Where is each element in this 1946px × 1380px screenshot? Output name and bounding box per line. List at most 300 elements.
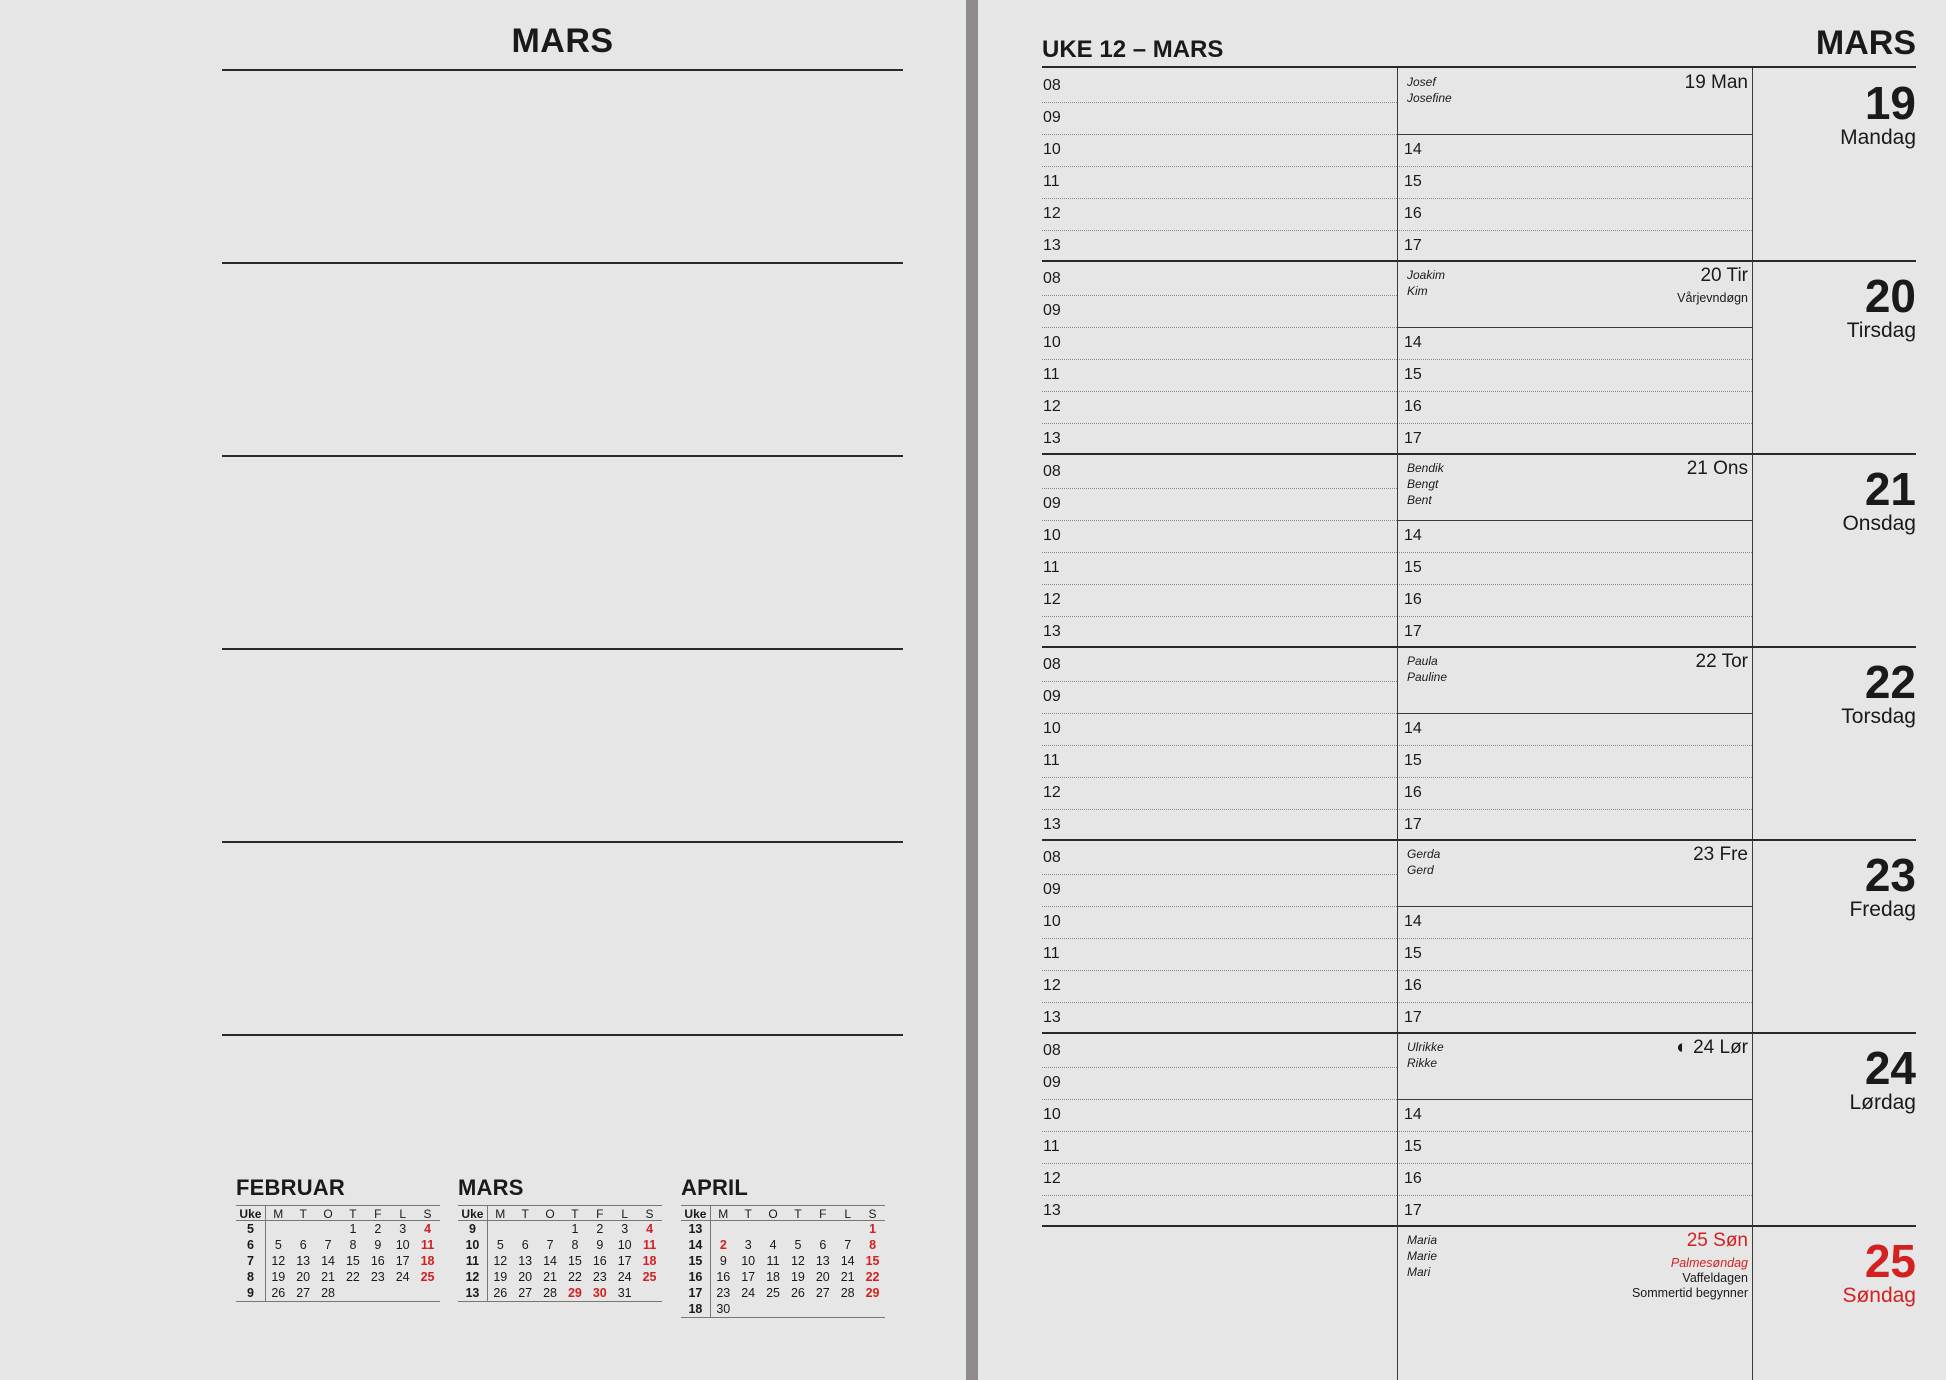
mini-calendar-header <box>458 1205 662 1221</box>
week-number: 6 <box>236 1237 266 1253</box>
calendar-day: 28 <box>321 1286 335 1300</box>
day-number: 20 <box>1864 270 1916 322</box>
calendar-day: 17 <box>617 1254 632 1268</box>
column-divider <box>1397 840 1398 1033</box>
calendar-day <box>835 1301 860 1317</box>
name-day: Josefine <box>1407 91 1452 105</box>
week-number: 14 <box>681 1237 711 1253</box>
weekday-header: Uke <box>458 1206 488 1220</box>
hour-label: 15 <box>1404 945 1422 962</box>
hour-label: 09 <box>1043 1074 1061 1091</box>
week-number: 13 <box>681 1221 711 1237</box>
column-divider <box>1397 261 1398 454</box>
calendar-day: 24 <box>741 1286 756 1300</box>
week-number: 12 <box>458 1269 488 1285</box>
column-divider <box>1397 647 1398 840</box>
hour-dotted-line <box>1397 1195 1752 1196</box>
hour-label: 08 <box>1043 1042 1061 1059</box>
hour-dotted-line <box>1397 391 1752 392</box>
mini-calendar-week-row <box>681 1285 885 1301</box>
hour-dotted-line <box>1042 134 1397 135</box>
hour-label: 16 <box>1404 591 1422 608</box>
hour-label: 10 <box>1043 1106 1061 1123</box>
hour-dotted-line <box>1397 359 1752 360</box>
calendar-day: 17 <box>395 1254 410 1268</box>
calendar-day: 7 <box>546 1238 554 1252</box>
day-number: 23 <box>1864 849 1916 901</box>
hour-dotted-line <box>1042 102 1397 103</box>
note-line <box>222 69 903 71</box>
name-day-list <box>1407 1039 1444 1071</box>
day-number: 24 <box>1864 1042 1916 1094</box>
calendar-day <box>810 1221 835 1237</box>
week-number: 18 <box>681 1301 711 1317</box>
hour-label: 12 <box>1043 398 1061 415</box>
mini-calendar-bottom-rule <box>236 1301 440 1303</box>
weekday-header: O <box>768 1207 778 1221</box>
notes-page <box>0 0 966 1380</box>
calendar-day <box>736 1301 761 1317</box>
hour-label: 17 <box>1404 623 1422 640</box>
column-divider <box>1752 454 1753 647</box>
calendar-day: 2 <box>596 1222 604 1236</box>
mini-calendar-bottom-rule <box>458 1301 662 1303</box>
calendar-day: 15 <box>345 1254 360 1268</box>
hour-label: 14 <box>1404 1106 1422 1123</box>
calendar-day: 13 <box>815 1254 830 1268</box>
calendar-day: 12 <box>271 1254 286 1268</box>
note-line <box>222 648 903 650</box>
hour-label: 14 <box>1404 334 1422 351</box>
day-observances <box>1632 1256 1748 1301</box>
day-block <box>1042 1033 1916 1226</box>
weekday-header: S <box>645 1207 654 1221</box>
hour-label: 10 <box>1043 913 1061 930</box>
calendar-day: 3 <box>399 1222 407 1236</box>
calendar-day: 13 <box>518 1254 533 1268</box>
mini-calendar-title: FEBRUAR <box>236 1175 345 1200</box>
calendar-day: 25 <box>766 1286 780 1300</box>
calendar-day: 3 <box>744 1238 752 1252</box>
calendar-day <box>415 1285 440 1301</box>
hour-label: 11 <box>1043 366 1060 383</box>
calendar-day: 22 <box>345 1270 360 1284</box>
hour-dotted-line <box>1397 616 1752 617</box>
mini-calendar-week-row <box>236 1253 440 1269</box>
hour-label: 11 <box>1043 173 1060 190</box>
calendar-day: 12 <box>493 1254 508 1268</box>
weekday-header: M <box>495 1207 506 1221</box>
holiday-label: Palmesøndag <box>1670 1256 1748 1270</box>
calendar-day <box>761 1221 786 1237</box>
hour-label: 09 <box>1043 688 1061 705</box>
hour-label: 14 <box>1404 141 1422 158</box>
names-box-rule <box>1397 906 1752 907</box>
hour-dotted-line <box>1042 552 1397 553</box>
calendar-day <box>785 1301 810 1317</box>
calendar-day: 8 <box>571 1238 579 1252</box>
calendar-day: 4 <box>424 1222 432 1236</box>
day-block <box>1042 454 1916 647</box>
day-tag: ◐ 24 Lør <box>1676 1037 1748 1058</box>
weekday-name: Fredag <box>1849 898 1916 921</box>
calendar-day: 21 <box>840 1270 855 1284</box>
name-day: Bendik <box>1407 461 1444 475</box>
weekday-header: M <box>718 1207 729 1221</box>
hour-dotted-line <box>1397 230 1752 231</box>
observance-label: Sommertid begynner <box>1631 1286 1748 1300</box>
calendar-day: 22 <box>865 1270 880 1284</box>
mini-calendar-week-row <box>681 1237 885 1253</box>
hour-dotted-line <box>1397 423 1752 424</box>
calendar-day: 24 <box>395 1270 410 1284</box>
mini-calendar-week-row <box>236 1237 440 1253</box>
weekday-header: Uke <box>681 1206 711 1220</box>
name-day: Maria <box>1407 1233 1438 1247</box>
mini-calendar-week-row <box>458 1269 662 1285</box>
hour-label: 09 <box>1043 495 1061 512</box>
names-box-rule <box>1397 713 1752 714</box>
calendar-day: 11 <box>766 1254 780 1268</box>
name-day: Kim <box>1407 284 1428 298</box>
calendar-day: 6 <box>299 1238 307 1252</box>
weekday-header: F <box>374 1207 382 1221</box>
calendar-day: 25 <box>420 1270 435 1284</box>
weekday-header: T <box>571 1207 579 1221</box>
calendar-day: 18 <box>766 1270 780 1284</box>
calendar-day: 22 <box>567 1270 582 1284</box>
hour-label: 17 <box>1404 1009 1422 1026</box>
day-number: 25 <box>1864 1235 1916 1287</box>
calendar-day: 4 <box>769 1238 777 1252</box>
mini-calendar-week-row <box>236 1269 440 1285</box>
calendar-day: 5 <box>794 1238 802 1252</box>
day-observances <box>1677 291 1748 306</box>
note-line <box>222 455 903 457</box>
column-divider <box>1397 454 1398 647</box>
hour-label: 15 <box>1404 173 1422 190</box>
name-day-list <box>1407 846 1440 878</box>
hour-label: 16 <box>1404 205 1422 222</box>
calendar-day: 28 <box>543 1286 557 1300</box>
hour-label: 08 <box>1043 849 1061 866</box>
calendar-day: 1 <box>349 1222 357 1236</box>
calendar-day: 9 <box>374 1238 382 1252</box>
mini-calendar-april <box>681 1175 885 1319</box>
calendar-day <box>291 1221 316 1237</box>
column-divider <box>1752 68 1753 261</box>
calendar-day <box>785 1221 810 1237</box>
weekday-name: Lørdag <box>1849 1091 1916 1114</box>
week-number: 17 <box>681 1285 711 1301</box>
hour-label: 12 <box>1043 1170 1061 1187</box>
name-day: Pauline <box>1407 670 1448 684</box>
calendar-day <box>365 1285 390 1301</box>
calendar-day: 8 <box>349 1238 357 1252</box>
hour-dotted-line <box>1397 970 1752 971</box>
week-number: 5 <box>236 1221 266 1237</box>
weekday-name: Tirsdag <box>1846 319 1916 342</box>
calendar-day: 6 <box>521 1238 529 1252</box>
calendar-day: 18 <box>642 1254 657 1268</box>
observance-label: Vårjevndøgn <box>1677 291 1748 305</box>
calendar-day: 5 <box>496 1238 504 1252</box>
hour-dotted-line <box>1397 745 1752 746</box>
hour-label: 14 <box>1404 913 1422 930</box>
hour-dotted-line <box>1397 198 1752 199</box>
calendar-day <box>513 1221 538 1237</box>
mini-calendar-week-row <box>681 1301 885 1317</box>
calendar-day: 26 <box>790 1286 805 1300</box>
calendar-day: 27 <box>518 1286 533 1300</box>
calendar-day: 1 <box>869 1222 877 1236</box>
weekday-name: Søndag <box>1842 1284 1916 1307</box>
hour-dotted-line <box>1397 1131 1752 1132</box>
mini-calendar-week-row <box>236 1221 440 1237</box>
hour-label: 11 <box>1043 1138 1060 1155</box>
calendar-day: 5 <box>274 1238 282 1252</box>
calendar-day <box>835 1221 860 1237</box>
calendar-day: 31 <box>617 1286 632 1300</box>
mini-calendar-week-row <box>458 1237 662 1253</box>
weekday-header: T <box>299 1207 307 1221</box>
day-tag: 25 Søn <box>1686 1230 1748 1251</box>
calendar-day: 19 <box>493 1270 508 1284</box>
mini-calendar-week-row <box>681 1221 885 1237</box>
hour-label: 08 <box>1043 270 1061 287</box>
hour-label: 17 <box>1404 430 1422 447</box>
hour-label: 11 <box>1043 945 1060 962</box>
hour-label: 14 <box>1404 720 1422 737</box>
calendar-day: 23 <box>370 1270 385 1284</box>
week-number: 8 <box>236 1269 266 1285</box>
day-tag: 22 Tor <box>1695 651 1748 672</box>
hour-label: 15 <box>1404 752 1422 769</box>
hour-label: 09 <box>1043 881 1061 898</box>
hour-dotted-line <box>1397 1002 1752 1003</box>
hour-dotted-line <box>1042 1002 1397 1003</box>
hour-label: 09 <box>1043 109 1061 126</box>
note-line <box>222 262 903 264</box>
week-number: 15 <box>681 1253 711 1269</box>
note-line <box>222 1034 903 1036</box>
calendar-day: 23 <box>592 1270 607 1284</box>
calendar-day: 14 <box>840 1254 855 1268</box>
calendar-day: 24 <box>617 1270 632 1284</box>
mini-calendar-week-row <box>681 1253 885 1269</box>
day-tag: 20 Tir <box>1700 265 1748 286</box>
names-box-rule <box>1397 1099 1752 1100</box>
hour-label: 17 <box>1404 1202 1422 1219</box>
hour-dotted-line <box>1042 423 1397 424</box>
calendar-day: 12 <box>790 1254 805 1268</box>
weekday-header: T <box>521 1207 529 1221</box>
calendar-day: 7 <box>324 1238 332 1252</box>
hour-dotted-line <box>1397 809 1752 810</box>
calendar-day: 18 <box>420 1254 435 1268</box>
calendar-day <box>637 1285 662 1301</box>
hour-dotted-line <box>1042 488 1397 489</box>
calendar-day: 14 <box>321 1254 335 1268</box>
name-day: Josef <box>1407 75 1436 89</box>
hour-dotted-line <box>1042 777 1397 778</box>
mini-calendar-bottom-rule <box>681 1317 885 1319</box>
names-box-rule <box>1397 134 1752 135</box>
hour-label: 12 <box>1043 784 1061 801</box>
weekday-header: O <box>323 1207 333 1221</box>
calendar-day: 8 <box>869 1238 877 1252</box>
week-number: 7 <box>236 1253 266 1269</box>
note-line <box>222 841 903 843</box>
weekday-header: L <box>621 1207 629 1221</box>
hour-dotted-line <box>1042 198 1397 199</box>
mini-calendar-week-row <box>681 1269 885 1285</box>
calendar-day: 9 <box>719 1254 727 1268</box>
calendar-day: 20 <box>518 1270 533 1284</box>
day-block <box>1042 68 1916 261</box>
name-day: Gerda <box>1407 847 1441 861</box>
column-divider <box>1752 840 1753 1033</box>
mini-calendar-title: APRIL <box>681 1175 748 1200</box>
mini-calendar-week-row <box>458 1285 662 1301</box>
weekday-header: T <box>794 1207 802 1221</box>
calendar-day: 16 <box>370 1254 385 1268</box>
day-block <box>1042 840 1916 1033</box>
weekday-header: S <box>868 1207 877 1221</box>
calendar-day <box>488 1221 513 1237</box>
hour-dotted-line <box>1042 295 1397 296</box>
hour-dotted-line <box>1042 938 1397 939</box>
name-day: Bengt <box>1407 477 1439 491</box>
column-divider <box>1752 1033 1753 1226</box>
calendar-day <box>761 1301 786 1317</box>
hour-label: 16 <box>1404 398 1422 415</box>
hour-label: 10 <box>1043 720 1061 737</box>
column-divider <box>1752 1226 1753 1380</box>
day-number: 22 <box>1864 656 1916 708</box>
name-day-list <box>1407 1232 1437 1280</box>
weekday-header: O <box>545 1207 555 1221</box>
calendar-day: 14 <box>543 1254 557 1268</box>
calendar-day: 10 <box>617 1238 632 1252</box>
calendar-day: 2 <box>719 1238 727 1252</box>
mini-calendar-header <box>681 1205 885 1221</box>
hour-dotted-line <box>1397 938 1752 939</box>
week-number: 10 <box>458 1237 488 1253</box>
hour-dotted-line <box>1042 874 1397 875</box>
week-page <box>978 0 1946 1380</box>
day-number: 19 <box>1864 77 1916 129</box>
calendar-day: 26 <box>271 1286 286 1300</box>
week-number: 16 <box>681 1269 711 1285</box>
weekday-name: Torsdag <box>1841 705 1916 728</box>
names-box-rule <box>1397 327 1752 328</box>
name-day: Mari <box>1407 1265 1431 1279</box>
weekday-name: Onsdag <box>1842 512 1916 535</box>
hour-dotted-line <box>1042 1099 1397 1100</box>
hour-dotted-line <box>1042 809 1397 810</box>
calendar-day: 10 <box>395 1238 410 1252</box>
name-day-list <box>1407 74 1452 106</box>
notes-page-title: MARS <box>511 22 614 60</box>
calendar-day: 20 <box>815 1270 830 1284</box>
calendar-day: 29 <box>567 1286 582 1300</box>
calendar-day: 25 <box>642 1270 657 1284</box>
calendar-day: 21 <box>321 1270 335 1284</box>
calendar-day: 2 <box>374 1222 382 1236</box>
mini-calendar-week-row <box>236 1285 440 1301</box>
hour-label: 11 <box>1043 559 1060 576</box>
day-tag: 21 Ons <box>1686 458 1748 479</box>
weekday-name: Mandag <box>1840 126 1916 149</box>
mini-calendar-header <box>236 1205 440 1221</box>
hour-label: 14 <box>1404 527 1422 544</box>
hour-label: 16 <box>1404 784 1422 801</box>
calendar-day: 7 <box>844 1238 852 1252</box>
calendar-day <box>266 1221 291 1237</box>
calendar-day: 15 <box>865 1254 880 1268</box>
hour-dotted-line <box>1042 584 1397 585</box>
hour-dotted-line <box>1042 1163 1397 1164</box>
name-day-list <box>1407 460 1444 508</box>
mini-calendar-title: MARS <box>458 1175 524 1200</box>
weekday-header: M <box>273 1207 284 1221</box>
hour-label: 10 <box>1043 334 1061 351</box>
calendar-day: 4 <box>646 1222 654 1236</box>
hour-label: 13 <box>1043 1202 1061 1219</box>
weekday-header: T <box>349 1207 357 1221</box>
calendar-day: 19 <box>271 1270 286 1284</box>
week-label: UKE 12 – MARS <box>1042 36 1224 63</box>
name-day: Bent <box>1407 493 1432 507</box>
hour-dotted-line <box>1397 552 1752 553</box>
name-day: Joakim <box>1407 268 1446 282</box>
weekday-header: S <box>423 1207 432 1221</box>
calendar-day: 30 <box>592 1286 607 1300</box>
hour-dotted-line <box>1042 1131 1397 1132</box>
hour-dotted-line <box>1042 1067 1397 1068</box>
calendar-day <box>810 1301 835 1317</box>
name-day: Gerd <box>1407 863 1434 877</box>
weekday-header: F <box>596 1207 604 1221</box>
hour-dotted-line <box>1042 166 1397 167</box>
calendar-day <box>860 1301 885 1317</box>
weekday-header: T <box>744 1207 752 1221</box>
column-divider <box>1397 68 1398 261</box>
day-block <box>1042 1226 1916 1380</box>
hour-label: 13 <box>1043 237 1061 254</box>
mini-calendar-march <box>458 1175 662 1303</box>
calendar-day: 23 <box>716 1286 731 1300</box>
calendar-day: 15 <box>567 1254 582 1268</box>
hour-dotted-line <box>1397 1163 1752 1164</box>
name-day-list <box>1407 267 1445 299</box>
calendar-day: 13 <box>296 1254 311 1268</box>
hour-dotted-line <box>1042 391 1397 392</box>
hour-dotted-line <box>1397 777 1752 778</box>
calendar-day: 29 <box>865 1286 880 1300</box>
calendar-day: 11 <box>420 1238 435 1252</box>
weekday-header: L <box>399 1207 407 1221</box>
hour-label: 15 <box>1404 366 1422 383</box>
day-number: 21 <box>1864 463 1916 515</box>
column-divider <box>1752 261 1753 454</box>
calendar-day: 26 <box>493 1286 508 1300</box>
calendar-day: 27 <box>296 1286 311 1300</box>
calendar-day <box>316 1221 341 1237</box>
mini-calendar-february <box>236 1175 440 1303</box>
weekday-header: L <box>844 1207 852 1221</box>
